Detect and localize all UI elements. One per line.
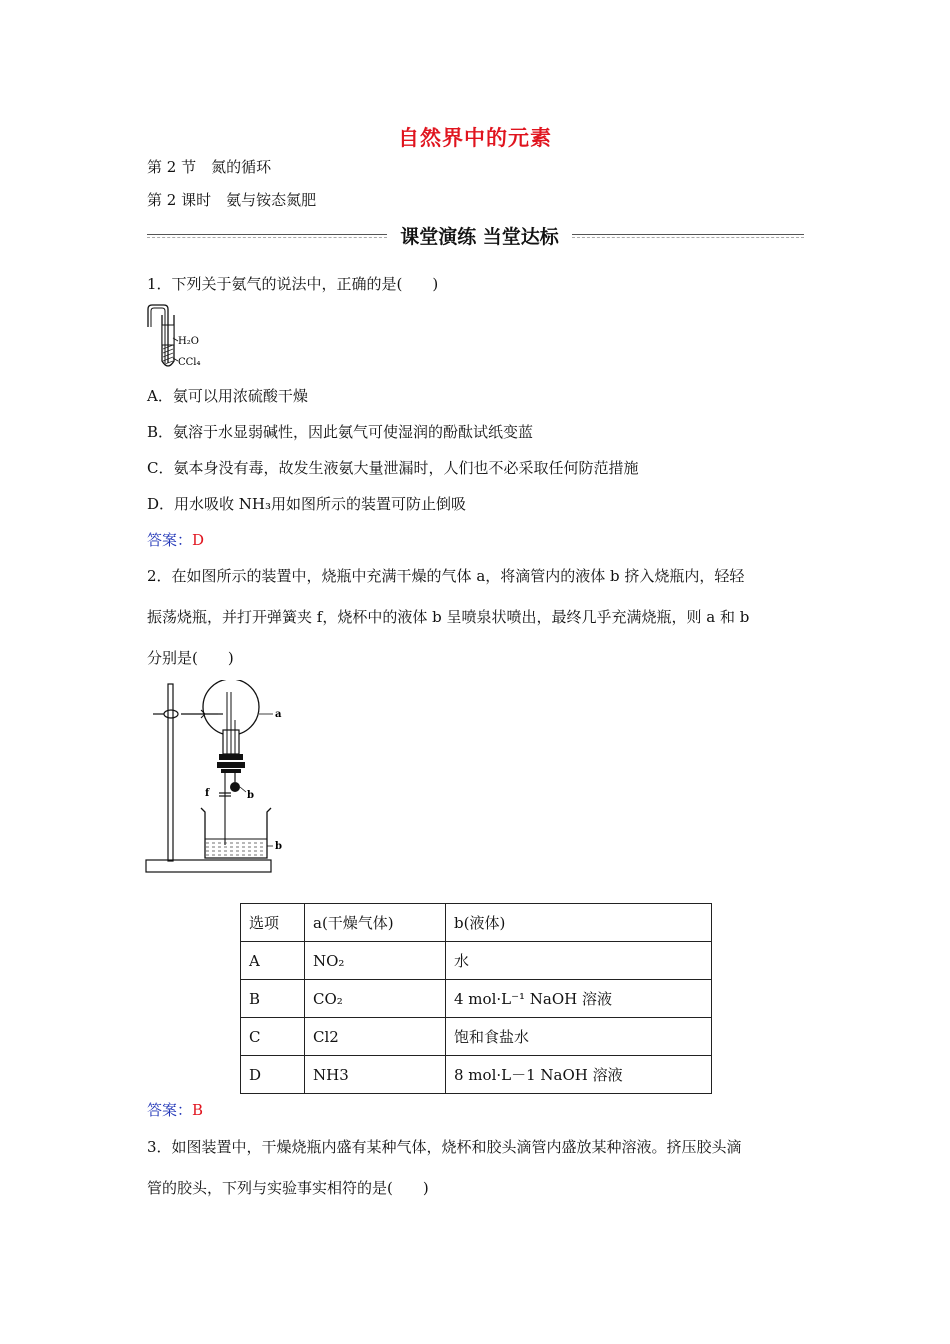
- q2-label-f: f: [205, 788, 210, 799]
- q1-answer-label: 答案：: [147, 531, 193, 549]
- q2-label-b-beaker: b: [275, 841, 282, 852]
- table-cell: 水: [446, 942, 712, 980]
- q2-answer: [147, 1099, 203, 1120]
- q1-absorption-figure: [142, 303, 212, 375]
- q2-stem-line-1: 2．在如图所示的装置中，烧瓶中充满干燥的气体 a，将滴管内的液体 b 挤入烧瓶内，轻轻: [147, 567, 745, 585]
- q2-answer-value: B: [192, 1101, 204, 1119]
- q2-label-a: a: [275, 709, 282, 720]
- table-row: [241, 980, 712, 1018]
- q1-answer-value: D: [192, 531, 205, 549]
- table-cell: C: [241, 1018, 305, 1056]
- table-header-row: [241, 904, 712, 942]
- banner-rule-left: [147, 234, 387, 235]
- banner-rule-right: [572, 234, 804, 235]
- q1-label-water: H₂O: [178, 336, 199, 347]
- table-header-cell: a(干燥气体): [305, 904, 446, 942]
- q1-option-b: B．氨溶于水显弱碱性，因此氨气可使湿润的酚酞试纸变蓝: [147, 423, 534, 441]
- banner-heading: 课堂演练 当堂达标: [400, 226, 559, 248]
- q2-stem-line-3: 分别是( ): [147, 649, 234, 667]
- table-row: [241, 1018, 712, 1056]
- table-cell: NH3: [305, 1056, 446, 1094]
- q2-label-b-dropper: b: [247, 790, 254, 801]
- table-row: [241, 1056, 712, 1094]
- q2-options-table: [240, 903, 712, 1094]
- table-cell: NO₂: [305, 942, 446, 980]
- table-header-cell: 选项: [241, 904, 305, 942]
- q3-stem-line-1: 3．如图装置中，干燥烧瓶内盛有某种气体，烧杯和胶头滴管内盛放某种溶液。挤压胶头滴: [147, 1138, 742, 1156]
- q1-option-d: D．用水吸收 NH₃用如图所示的装置可防止倒吸: [147, 495, 467, 513]
- table-cell: B: [241, 980, 305, 1018]
- q1-stem: 1．下列关于氨气的说法中，正确的是( ): [147, 275, 439, 293]
- table-header-cell: b(液体): [446, 904, 712, 942]
- q2-stem-line-2: 振荡烧瓶，并打开弹簧夹 f，烧杯中的液体 b 呈喷泉状喷出，最终几乎充满烧瓶，则 a 和 b: [147, 608, 750, 626]
- q1-answer: [147, 529, 204, 550]
- table-cell: D: [241, 1056, 305, 1094]
- q1-label-ccl4: CCl₄: [178, 357, 201, 368]
- section-heading: 第 2 节 氮的循环: [147, 158, 272, 176]
- table-cell: 饱和食盐水: [446, 1018, 712, 1056]
- lesson-heading: 第 2 课时 氨与铵态氮肥: [147, 191, 317, 209]
- table-cell: CO₂: [305, 980, 446, 1018]
- q2-fountain-apparatus-figure: [143, 680, 293, 878]
- table-cell: 4 mol·L⁻¹ NaOH 溶液: [446, 980, 712, 1018]
- q3-stem-line-2: 管的胶头，下列与实验事实相符的是( ): [147, 1179, 429, 1197]
- q1-option-c: C．氨本身没有毒，故发生液氨大量泄漏时，人们也不必采取任何防范措施: [147, 459, 639, 477]
- q2-answer-label: 答案：: [147, 1101, 193, 1119]
- table-cell: Cl2: [305, 1018, 446, 1056]
- table-cell: 8 mol·L－1 NaOH 溶液: [446, 1056, 712, 1094]
- document-title: 自然界中的元素: [398, 125, 552, 150]
- table-row: [241, 942, 712, 980]
- table-cell: A: [241, 942, 305, 980]
- q1-option-a: A．氨可以用浓硫酸干燥: [147, 387, 308, 405]
